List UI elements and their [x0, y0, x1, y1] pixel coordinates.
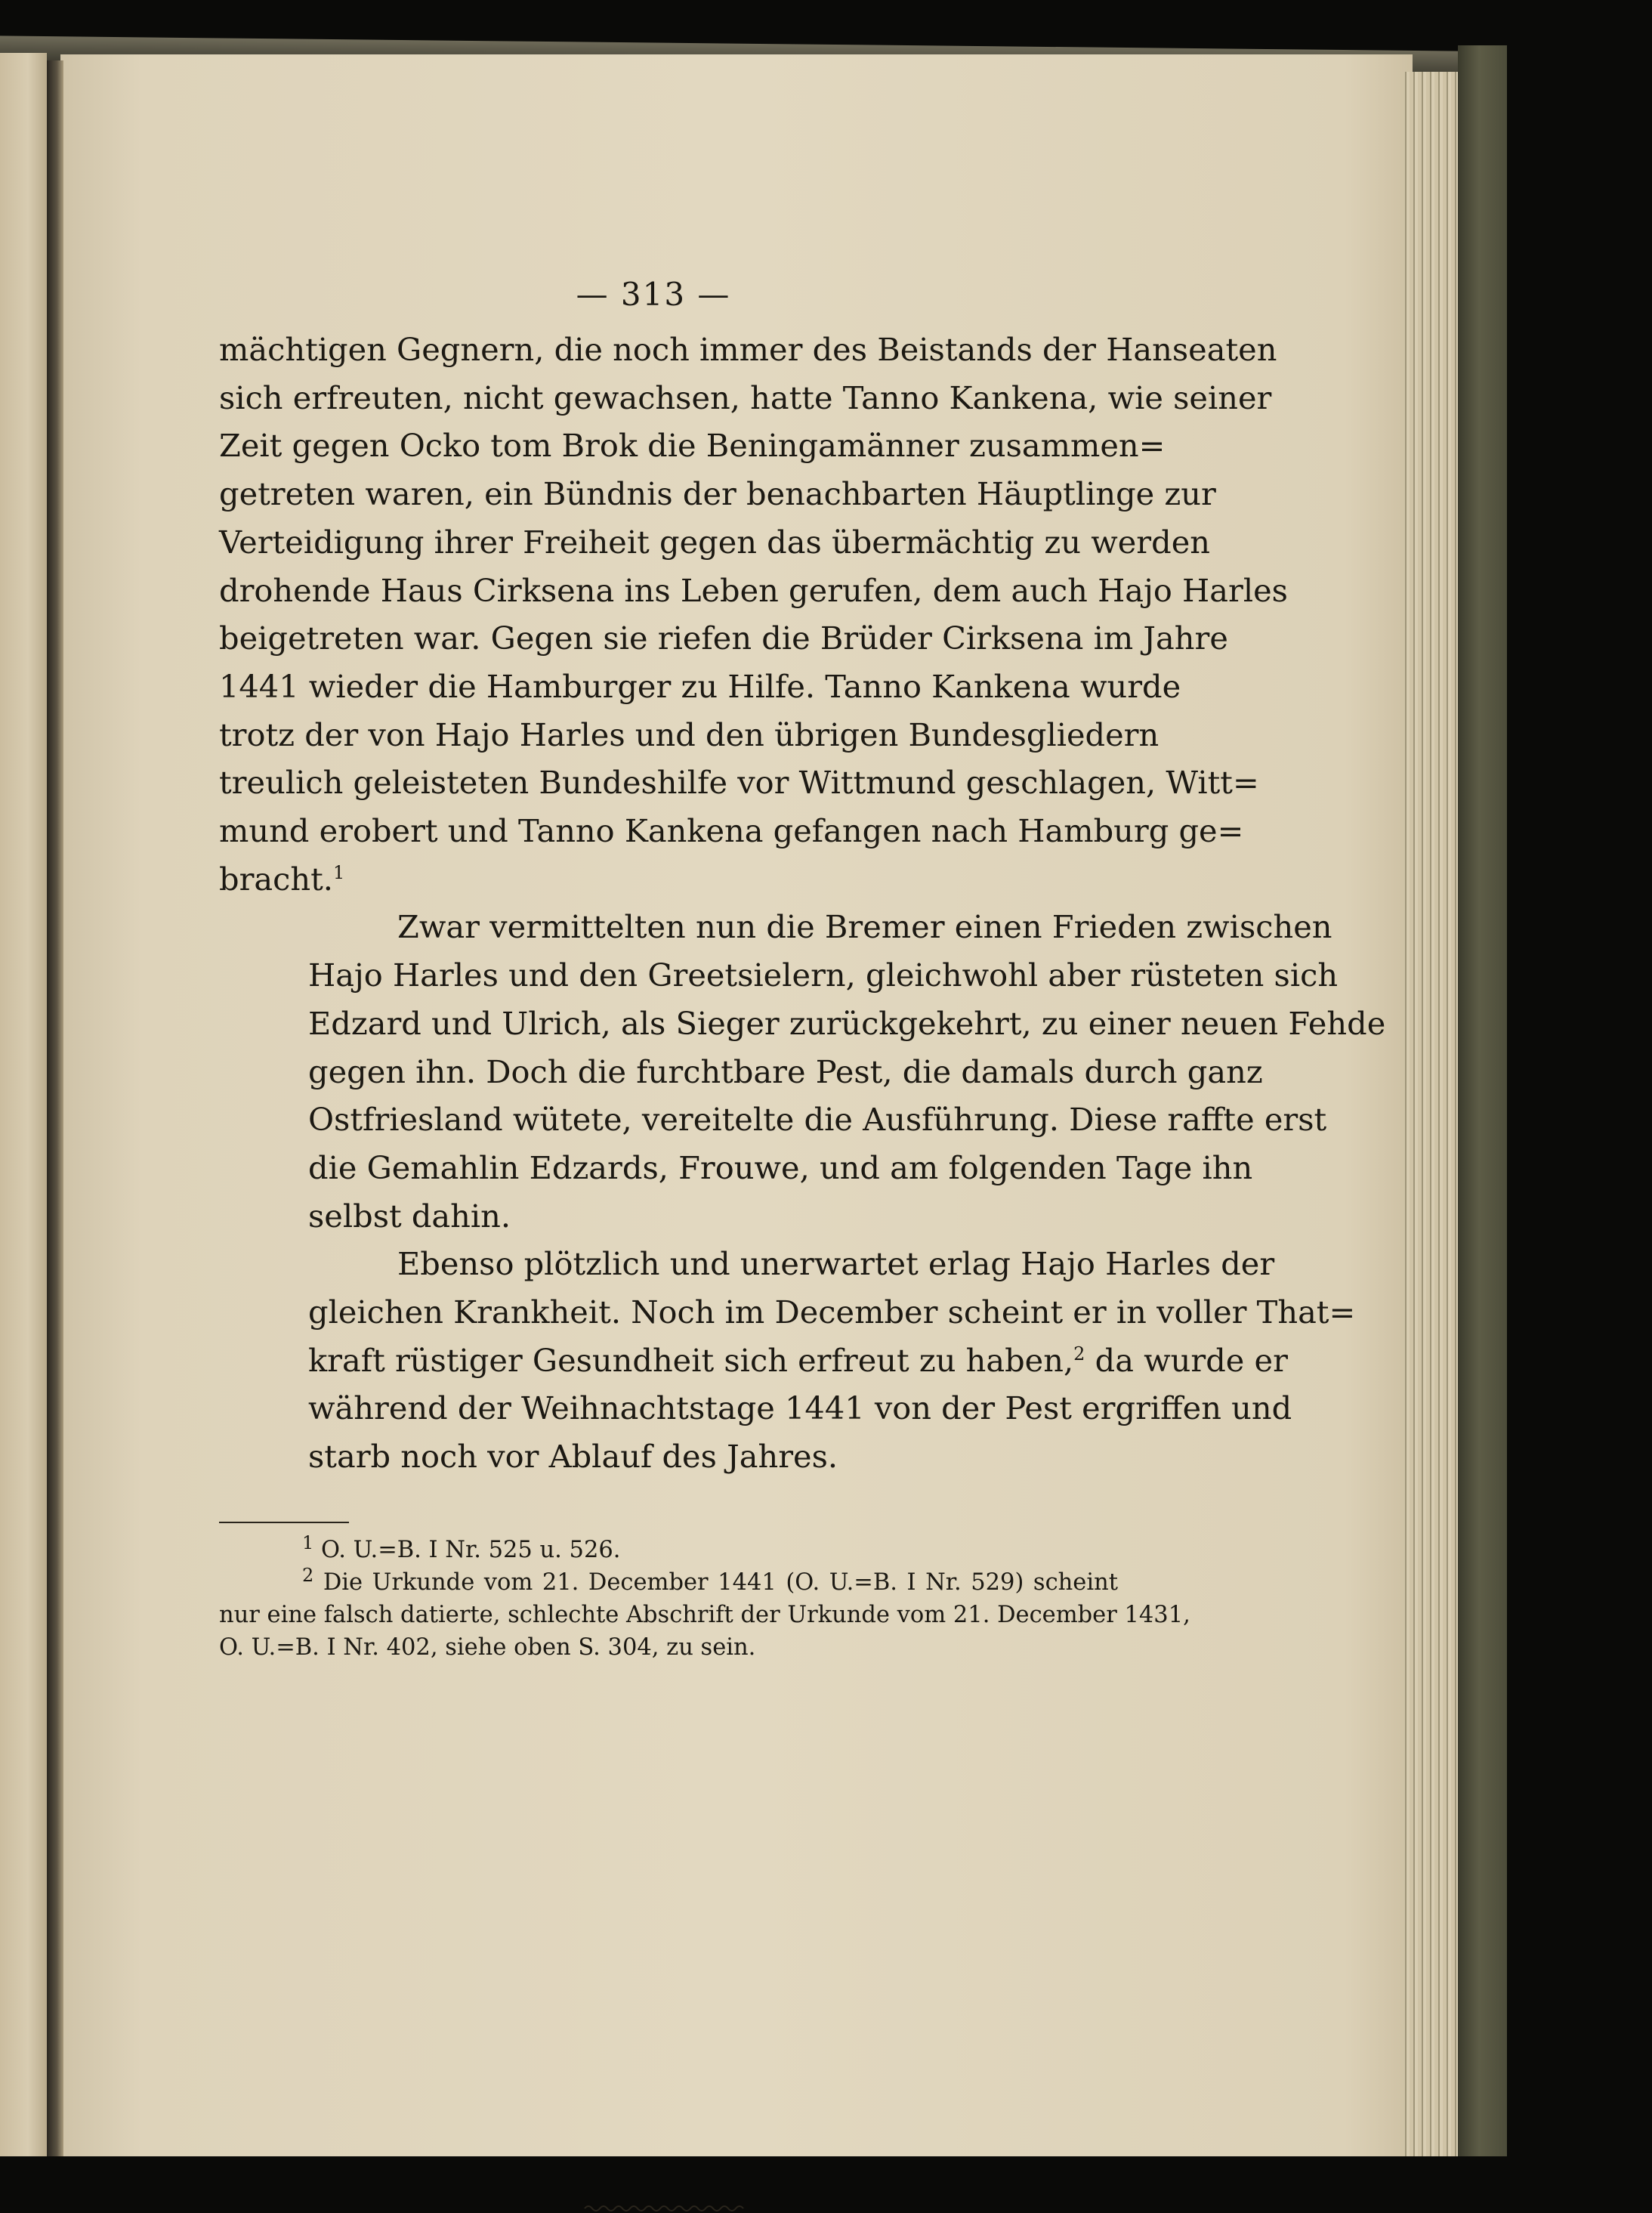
footnote-ref-2[interactable]: 2 [1073, 1343, 1085, 1365]
left-page-edge [0, 53, 47, 2156]
text-line: mund erobert und Tanno Kankena gefangen nach Hamburg ge= [219, 812, 1244, 850]
text-line: trotz der von Hajo Harles und den übrigen Bundesgliedern [219, 716, 1159, 753]
text-line: Verteidigung ihrer Freiheit gegen das übermächtig zu werden [219, 523, 1210, 561]
text-line: während der Weihnachtstage 1441 von der Pest ergriffen und [308, 1389, 1292, 1427]
text-line: mächtigen Gegnern, die noch immer des Beistands der Hanseaten [219, 331, 1277, 368]
text-line: starb noch vor Ablauf des Jahres. [308, 1438, 838, 1476]
tilde-rule-ornament-icon [583, 2202, 749, 2213]
footnotes [219, 1531, 1190, 1664]
footnote-text: O. U.=B. I Nr. 525 u. 526. [320, 1536, 621, 1563]
paragraph-2 [219, 903, 1386, 1240]
footnote-2 [219, 1566, 1118, 1599]
text-line: Zwar vermittelten nun die Bremer einen Frieden zwischen [397, 908, 1332, 946]
text-line: treulich geleisteten Bundeshilfe vor Wittmund geschlagen, Witt= [219, 764, 1259, 802]
text-line: drohende Haus Cirksena ins Leben gerufen, dem auch Hajo Harles [219, 571, 1288, 609]
page-text-block [219, 276, 1386, 1664]
footnote-text: Die Urkunde vom 21. December 1441 (O. U.=B. I Nr. 529) scheint [323, 1569, 1118, 1596]
paragraph-3 [219, 1240, 1356, 1481]
book-cover-edge [1458, 45, 1511, 2156]
text-line: sich erfreuten, nicht gewachsen, hatte Tanno Kankena, wie seiner [219, 379, 1272, 416]
text-fragment: da wurde er [1085, 1341, 1288, 1379]
text-line: Edzard und Ulrich, als Sieger zurückgekehrt, zu einer neuen Fehde [308, 1004, 1386, 1042]
page-gutter [47, 60, 63, 2156]
background-right [1507, 0, 1652, 2156]
text-line: selbst dahin. [308, 1197, 511, 1235]
text-line: gegen ihn. Doch die furchtbare Pest, die damals durch ganz [308, 1052, 1263, 1090]
footnote-mark: 1 [302, 1531, 314, 1553]
text-line: gleichen Krankheit. Noch im December scheint er in voller That= [308, 1293, 1356, 1331]
page-number: — 313 — [576, 276, 731, 313]
text-line: Zeit gegen Ocko tom Brok die Beningamänner zusammen= [219, 427, 1166, 465]
footnote-line: nur eine falsch datierte, schlechte Abschrift der Urkunde vom 21. December 1431, [219, 1601, 1190, 1628]
text-fragment: kraft rüstiger Gesundheit sich erfreut zu haben, [308, 1341, 1074, 1379]
text-fragment: bracht. [219, 860, 333, 898]
text-line: Ostfriesland wütete, vereitelte die Ausführung. Diese raffte erst [308, 1101, 1327, 1139]
footnote-separator [219, 1522, 349, 1523]
text-line: die Gemahlin Edzards, Frouwe, und am folgenden Tage ihn [308, 1148, 1253, 1186]
text-line [219, 1337, 1288, 1385]
page-stack-edges [1401, 72, 1460, 2156]
text-line: getreten waren, ein Bündnis der benachbarten Häuptlinge zur [219, 475, 1216, 513]
text-line [219, 855, 1118, 904]
text-line: Hajo Harles und den Greetsielern, gleichwohl aber rüsteten sich [308, 957, 1339, 994]
footnote-ref-1[interactable]: 1 [333, 861, 345, 883]
text-line: Ebenso plötzlich und unerwartet erlag Hajo Harles der [397, 1245, 1275, 1283]
background-top [0, 0, 1652, 44]
text-line: 1441 wieder die Hamburger zu Hilfe. Tanno Kankena wurde [219, 667, 1181, 705]
footnote-line: O. U.=B. I Nr. 402, siehe oben S. 304, zu sein. [219, 1633, 756, 1661]
footnote-mark: 2 [302, 1564, 314, 1586]
footnote-1 [219, 1531, 1118, 1566]
paragraph-1 [219, 326, 1288, 903]
text-line: beigetreten war. Gegen sie riefen die Brüder Cirksena im Jahre [219, 620, 1228, 657]
